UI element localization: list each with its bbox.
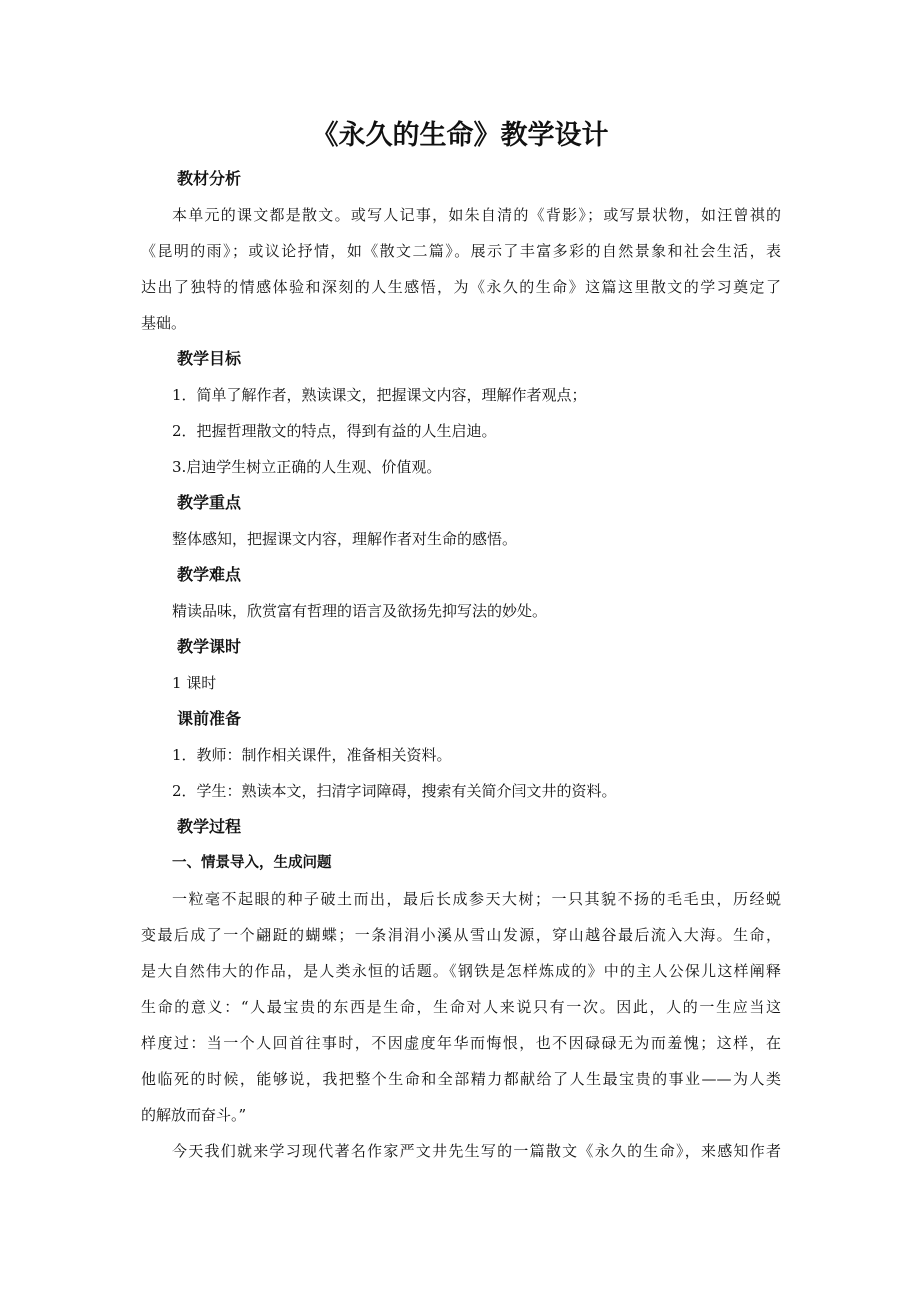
paragraph-line: 他临死的时候，能够说，我把整个生命和全部精力都献给了人生最宝贵的事业——为人类 [141,1070,781,1088]
paragraph-line: 本单元的课文都是散文。或写人记事，如朱自清的《背影》；或写景状物，如汪曾祺的 [172,206,781,224]
section-heading: 教学重点 [177,493,242,512]
subsection-heading: 一、情景导入，生成问题 [172,855,332,871]
section-heading: 教学目标 [177,349,242,368]
paragraph-line: 今天我们就来学习现代著名作家严文井先生写的一篇散文《永久的生命》，来感知作者 [172,1142,781,1160]
list-item: 1．教师：制作相关课件，准备相关资料。 [172,746,452,764]
paragraph-line: 样度过：当一个人回首往事时，不因虚度年华而悔恨，也不因碌碌无为而羞愧；这样，在 [141,1034,781,1052]
paragraph-line: 是大自然伟大的作品，是人类永恒的话题。《钢铁是怎样炼成的》中的主人公保儿这样阐释 [141,962,781,980]
paragraph-line: 1 课时 [172,674,217,692]
document-body [141,161,781,1169]
paragraph-line: 《昆明的雨》；或议论抒情，如《散文二篇》。展示了丰富多彩的自然景象和社会生活，表 [141,242,781,260]
paragraph-line: 达出了独特的情感体验和深刻的人生感悟，为《永久的生命》这篇这里散文的学习奠定了 [141,278,781,296]
section-heading: 教学课时 [177,637,242,656]
paragraph-line: 的解放而奋斗。” [141,1106,247,1124]
paragraph-line: 变最后成了一个翩跹的蝴蝶；一条涓涓小溪从雪山发源，穿山越谷最后流入大海。生命， [141,926,781,944]
list-item: 2．学生：熟读本文，扫清字词障碍，搜索有关简介闫文井的资料。 [172,782,617,800]
section-heading: 教材分析 [177,169,242,188]
section-heading: 教学难点 [177,565,242,584]
section-heading: 课前准备 [177,709,242,728]
section-heading: 教学过程 [177,817,242,836]
paragraph-line: 精读品味，欣赏富有哲理的语言及欲扬先抑写法的妙处。 [172,602,548,620]
paragraph-line: 生命的意义：“人最宝贵的东西是生命，生命对人来说只有一次。因此，人的一生应当这 [141,998,781,1016]
document-title: 《永久的生命》教学设计 [311,120,609,151]
list-item: 2．把握哲理散文的特点，得到有益的人生启迪。 [172,422,497,440]
list-item: 3.启迪学生树立正确的人生观、价值观。 [172,458,442,476]
list-item: 1．简单了解作者，熟读课文，把握课文内容，理解作者观点； [172,386,587,404]
paragraph-line: 一粒毫不起眼的种子破土而出，最后长成参天大树；一只其貌不扬的毛毛虫，历经蜕 [172,890,781,908]
paragraph-line: 整体感知，把握课文内容，理解作者对生命的感悟。 [172,530,518,548]
paragraph-line: 基础。 [141,314,187,332]
